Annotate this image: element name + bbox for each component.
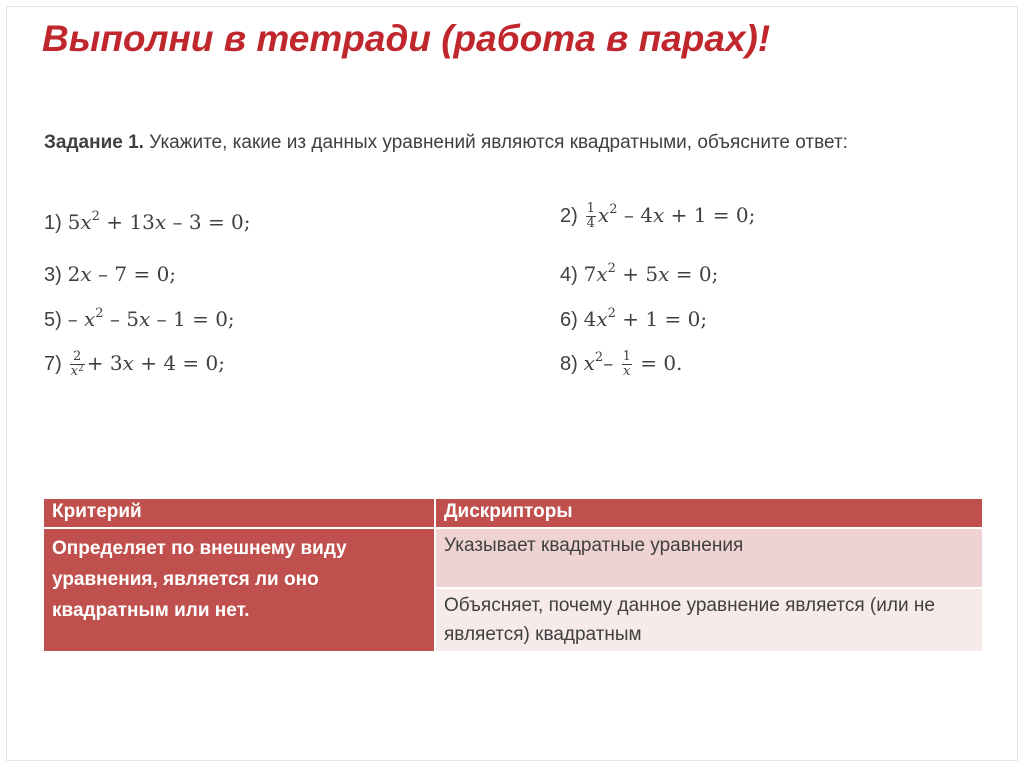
equation-8 — [560, 350, 682, 379]
equation-7 — [44, 350, 225, 379]
slide-title: Выполни в тетради (работа в парах)! — [42, 18, 771, 59]
equation-expression: 2x – 7 = 0; — [67, 262, 177, 286]
task-label: Задание 1. — [44, 132, 144, 153]
equation-4 — [560, 262, 718, 287]
header-descriptors: Дискрипторы — [435, 498, 983, 528]
equation-6 — [560, 307, 707, 332]
table-row — [43, 528, 983, 588]
equation-number: 7) — [44, 353, 62, 375]
equation-number: 4) — [560, 264, 578, 286]
criteria-table — [42, 497, 984, 653]
equation-number: 2) — [560, 205, 578, 227]
task-text — [44, 128, 924, 157]
table-header-row — [43, 498, 983, 528]
criterion-cell: Определяет по внешнему виду уравнения, является ли оно квадратным или нет. — [43, 528, 435, 652]
equation-expression: $7x^2 + 5x = 0$; — [583, 261, 719, 286]
equation-number: 8) — [560, 353, 578, 375]
descriptor-cell: Указывает квадратные уравнения — [435, 528, 983, 588]
equation-expression: – $x^2 - 5x - 1 = 0$; — [67, 306, 235, 331]
descriptor-cell: Объясняет, почему данное уравнение является (или не является) квадратным — [435, 588, 983, 652]
equation-number: 6) — [560, 309, 578, 331]
equation-expression: $\frac{2}{x^2}$ + 3x + 4 = 0; — [70, 349, 225, 379]
equation-1 — [44, 210, 251, 235]
task-instruction: Укажите, какие из данных уравнений являются квадратными, объясните ответ: — [143, 132, 848, 153]
equation-number: 1) — [44, 212, 62, 234]
equation-expression: $5x^2 + 13x - 3 = 0$; — [67, 209, 251, 234]
equation-2 — [560, 202, 755, 231]
equation-expression: $4x^2 + 1 = 0$; — [583, 306, 708, 331]
header-criterion: Критерий — [43, 498, 435, 528]
equation-5 — [44, 307, 235, 332]
equation-expression: $\frac{1}{4}$ $x^2 - 4x + 1 = 0$; — [586, 201, 756, 231]
equation-3 — [44, 262, 176, 287]
equation-number: 5) — [44, 309, 62, 331]
equation-number: 3) — [44, 264, 62, 286]
equation-expression: $x^2-$ $\frac{1}{x}$ = 0. — [583, 349, 683, 379]
